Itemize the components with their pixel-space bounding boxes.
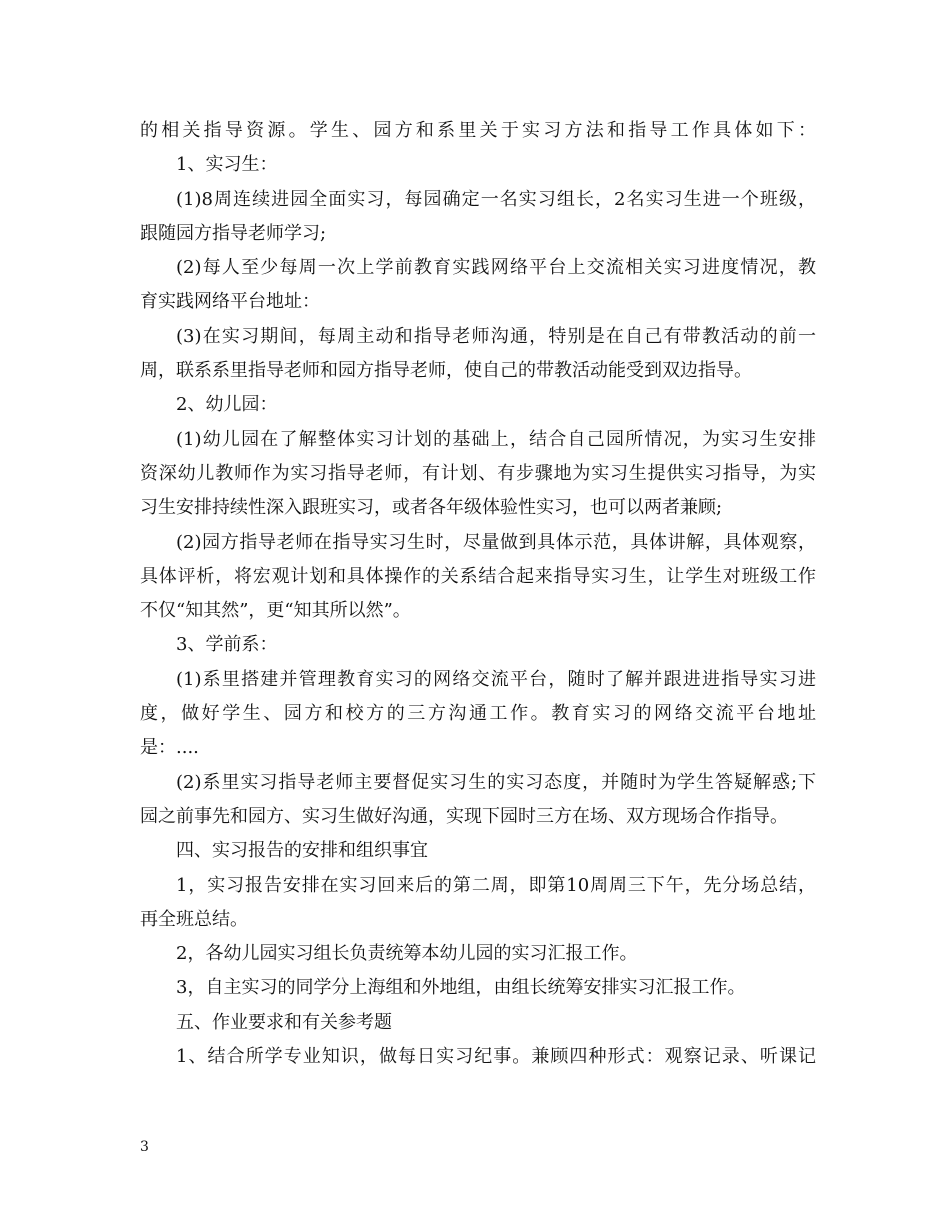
text-line: (2)每人至少每周一次上学前教育实践网络平台上交流相关实习进度情况，教	[176, 257, 816, 279]
text-line: 1、结合所学专业知识，做每日实习纪事。兼顾四种形式：观察记录、听课记	[176, 1046, 816, 1068]
text-line: (2)系里实习指导老师主要督促实习生的实习态度，并随时为学生答疑解惑;下	[176, 771, 816, 793]
text-line: 再全班总结。	[140, 908, 248, 930]
document-body	[140, 114, 816, 1074]
text-line: (1)幼儿园在了解整体实习计划的基础上，结合自己园所情况，为实习生安排	[176, 428, 816, 450]
text-line: 习生安排持续性深入跟班实习，或者各年级体验性实习，也可以两者兼顾;	[140, 497, 723, 519]
text-line: (1)8周连续进园全面实习，每园确定一名实习组长，2名实习生进一个班级，	[176, 188, 816, 210]
section-heading: 3、学前系：	[176, 634, 278, 656]
text-line: (3)在实习期间，每周主动和指导老师沟通，特别是在自己有带教活动的前一	[176, 325, 816, 347]
text-line: 2，各幼儿园实习组长负责统筹本幼儿园的实习汇报工作。	[176, 943, 638, 965]
section-heading: 1、实习生：	[176, 154, 278, 176]
page-number: 3	[140, 1139, 149, 1155]
text-line: 不仅“知其然”，更“知其所以然”。	[140, 600, 411, 622]
text-line: 育实践网络平台地址：	[140, 291, 320, 313]
text-line: 是：....	[140, 737, 199, 759]
text-line: 3，自主实习的同学分上海组和外地组，由组长统筹安排实习汇报工作。	[176, 977, 746, 999]
text-line: 跟随园方指导老师学习;	[140, 222, 327, 244]
text-line: 周，联系系里指导老师和园方指导老师，使自己的带教活动能受到双边指导。	[140, 360, 752, 382]
section-heading: 五、作业要求和有关参考题	[176, 1011, 392, 1033]
text-line: 度，做好学生、园方和校方的三方沟通工作。教育实习的网络交流平台地址	[140, 703, 816, 725]
text-line: 资深幼儿教师作为实习指导老师，有计划、有步骤地为实习生提供实习指导，为实	[140, 462, 816, 484]
text-line: 具体评析，将宏观计划和具体操作的关系结合起来指导实习生，让学生对班级工作	[140, 565, 816, 587]
text-line: (1)系里搭建并管理教育实习的网络交流平台，随时了解并跟进进指导实习进	[176, 668, 816, 690]
text-line: 1，实习报告安排在实习回来后的第二周，即第10周周三下午，先分场总结，	[176, 874, 816, 896]
section-heading: 2、幼儿园：	[176, 394, 278, 416]
text-line: 园之前事先和园方、实习生做好沟通，实现下园时三方在场、双方现场合作指导。	[140, 805, 788, 827]
text-line: (2)园方指导老师在指导实习生时，尽量做到具体示范，具体讲解，具体观察，	[176, 531, 816, 553]
section-heading: 四、实习报告的安排和组织事宜	[176, 840, 428, 862]
text-line: 的相关指导资源。学生、园方和系里关于实习方法和指导工作具体如下：	[140, 120, 816, 141]
